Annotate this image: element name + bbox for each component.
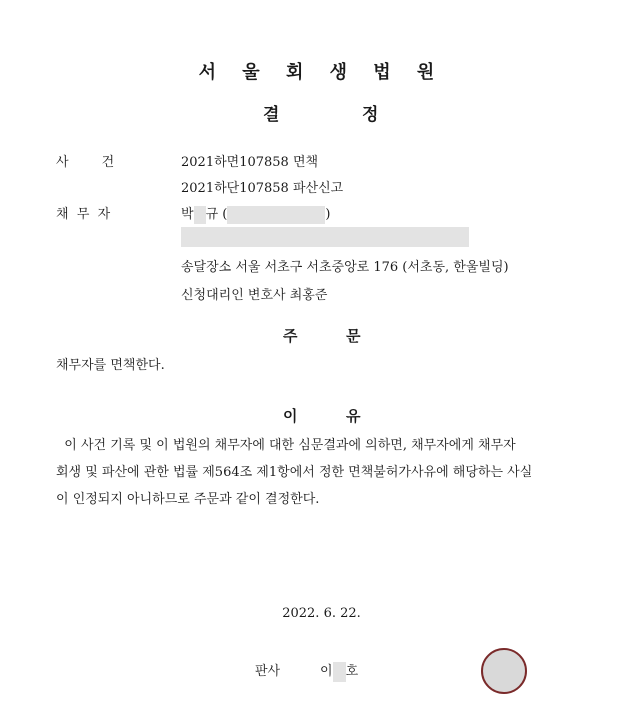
applicant-agent: 신청대리인 변호사 최홍준 <box>181 288 328 303</box>
court-name: 서 울 회 생 법 원 <box>198 62 445 83</box>
redaction-block <box>227 206 325 224</box>
doc-type-right: 정 <box>362 105 379 125</box>
debtor-name-close: ) <box>325 207 331 222</box>
debtor-address-redaction <box>181 227 469 247</box>
reason-heading-left: 이 <box>283 407 298 425</box>
doc-type-left: 결 <box>263 105 280 125</box>
redaction-block <box>333 662 346 682</box>
judge-title: 판사 <box>255 664 281 679</box>
debtor-name <box>181 203 330 224</box>
debtor-name-last: 규 ( <box>205 207 228 222</box>
delivery-address: 송달장소 서울 서초구 서초중앙로 176 (서초동, 한울빌딩) <box>181 260 509 275</box>
reason-heading-right: 유 <box>346 407 361 425</box>
order-text: 채무자를 면책한다. <box>56 358 165 373</box>
reason-line-1: 이 사건 기록 및 이 법원의 채무자에 대한 심문결과에 의하면, 채무자에게 채무자 <box>56 438 516 453</box>
case-number-2: 2021하단107858 파산신고 <box>181 181 344 196</box>
order-heading-left: 주 <box>283 327 298 345</box>
decision-date: 2022. 6. 22. <box>282 606 361 621</box>
debtor-label: 채 무 자 <box>56 207 111 222</box>
reason-line-2: 회생 및 파산에 관한 법률 제564조 제1항에서 정한 면책불허가사유에 해당하는 사실 <box>56 465 533 480</box>
debtor-name-first: 박 <box>181 207 194 222</box>
court-seal-redacted <box>481 648 527 694</box>
reason-line-3: 이 인정되지 아니하므로 주문과 같이 결정한다. <box>56 492 320 507</box>
order-heading-right: 문 <box>346 327 361 345</box>
judge-name <box>320 660 358 682</box>
redaction-block <box>194 206 206 224</box>
judge-name-last: 호 <box>345 664 359 679</box>
case-label: 사 건 <box>56 155 115 170</box>
judge-name-first: 이 <box>320 664 333 679</box>
case-number-1: 2021하면107858 면책 <box>181 155 319 170</box>
